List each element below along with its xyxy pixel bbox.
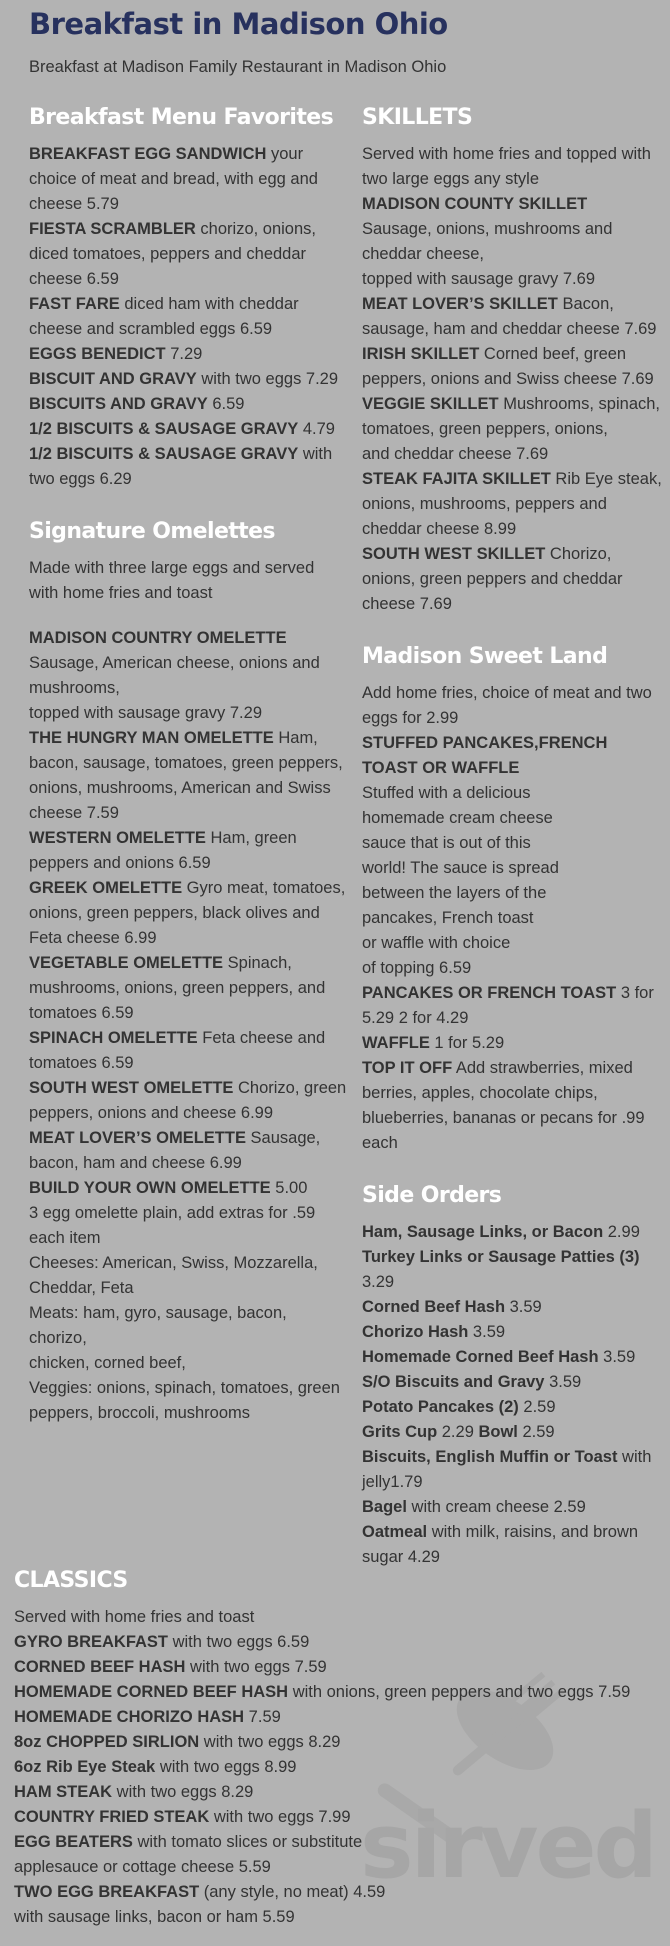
- menu-item: PANCAKES OR FRENCH TOAST 3 for 5.29 2 for 4.29: [362, 984, 654, 1027]
- menu-item: THE HUNGRY MAN OMELETTE Ham, bacon, sausage, tomatoes, green peppers, onions, mushrooms, American and Swiss cheese 7.59: [29, 729, 343, 822]
- menu-item: CORNED BEEF HASH with two eggs 7.59: [14, 1658, 327, 1676]
- menu-item: GREEK OMELETTE Gyro meat, tomatoes, onions, green peppers, black olives and Feta cheese 6.99: [29, 879, 346, 947]
- watermark-text: sirved: [360, 1794, 655, 1899]
- menu-item: WESTERN OMELETTE Ham, green peppers and onions 6.59: [29, 829, 297, 872]
- sweet-section: [362, 642, 664, 1156]
- stuffed-line: world! The sauce is spread: [362, 859, 559, 877]
- favorites-section: [29, 103, 347, 492]
- menu-item: BISCUITS AND GRAVY 6.59: [29, 395, 245, 413]
- menu-item: Bagel with cream cheese 2.59: [362, 1498, 586, 1516]
- omelettes-heading: Signature Omelettes: [29, 519, 275, 544]
- menu-item: 1/2 BISCUITS & SAUSAGE GRAVY 4.79: [29, 420, 335, 438]
- menu-item: HAM STEAK with two eggs 8.29: [14, 1783, 254, 1801]
- menu-item: STUFFED PANCAKES,FRENCH TOAST OR WAFFLE: [362, 734, 608, 777]
- menu-item: Corned Beef Hash 3.59: [362, 1298, 542, 1316]
- stuffed-line: or waffle with choice: [362, 934, 511, 952]
- menu-item: FAST FARE diced ham with cheddar cheese and scrambled eggs 6.59: [29, 295, 299, 338]
- menu-item: SPINACH OMELETTE Feta cheese and tomatoes 6.59: [29, 1029, 326, 1072]
- menu-item: Ham, Sausage Links, or Bacon 2.99: [362, 1223, 640, 1241]
- sides-heading: Side Orders: [362, 1183, 502, 1208]
- classics-heading: CLASSICS: [14, 1568, 128, 1593]
- menu-item: Oatmeal with milk, raisins, and brown sugar 4.29: [362, 1523, 639, 1566]
- menu-item: MADISON COUNTY SKILLET Sausage, onions, mushrooms and cheddar cheese, topped with sausage gravy 7.69: [362, 195, 613, 288]
- build-line: 3 egg omelette plain, add extras for .59 each item: [29, 1204, 316, 1247]
- section-intro: Served with home fries and toast: [14, 1608, 255, 1626]
- menu-item: Homemade Corned Beef Hash 3.59: [362, 1348, 636, 1366]
- menu-item: TWO EGG BREAKFAST (any style, no meat) 4.59 with sausage links, bacon or ham 5.59: [14, 1883, 386, 1926]
- build-line: Cheeses: American, Swiss, Mozzarella, Cheddar, Feta: [29, 1254, 318, 1297]
- build-line: Veggies: onions, spinach, tomatoes, green peppers, broccoli, mushrooms: [29, 1379, 340, 1422]
- menu-item: EGG BEATERS with tomato slices or substitute applesauce or cottage cheese 5.59: [14, 1833, 363, 1876]
- menu-item: GYRO BREAKFAST with two eggs 6.59: [14, 1633, 310, 1651]
- skillets-section: [362, 103, 664, 617]
- build-line: Meats: ham, gyro, sausage, bacon, chorizo,: [29, 1304, 287, 1347]
- menu-item: BREAKFAST EGG SANDWICH your choice of meat and bread, with egg and cheese 5.79: [29, 145, 318, 213]
- section-intro: Served with home fries and topped with two large eggs any style: [362, 145, 651, 188]
- menu-item: MEAT LOVER’S OMELETTE Sausage, bacon, ham and cheese 6.99: [29, 1129, 321, 1172]
- menu-item: VEGGIE SKILLET Mushrooms, spinach, tomatoes, green peppers, onions, and cheddar cheese 7.69: [362, 395, 661, 463]
- build-line: chicken, corned beef,: [29, 1354, 186, 1372]
- stuffed-line: sauce that is out of this: [362, 834, 531, 852]
- menu-item: Biscuits, English Muffin or Toast with jelly1.79: [362, 1448, 652, 1491]
- menu-item: HOMEMADE CORNED BEEF HASH with onions, green peppers and two eggs 7.59: [14, 1683, 631, 1701]
- favorites-heading: Breakfast Menu Favorites: [29, 105, 334, 130]
- menu-item: STEAK FAJITA SKILLET Rib Eye steak, onions, mushrooms, peppers and cheddar cheese 8.99: [362, 470, 662, 538]
- menu-item: Grits Cup 2.29 Bowl 2.59: [362, 1423, 555, 1441]
- menu-item: Chorizo Hash 3.59: [362, 1323, 506, 1341]
- menu-item: 1/2 BISCUITS & SAUSAGE GRAVY with two eggs 6.29: [29, 445, 333, 488]
- section-intro: Made with three large eggs and served with home fries and toast: [29, 559, 315, 602]
- menu-item: Turkey Links or Sausage Patties (3) 3.29: [362, 1248, 640, 1291]
- menu-item: BUILD YOUR OWN OMELETTE 5.00: [29, 1179, 308, 1197]
- omelettes-section: [29, 517, 347, 1426]
- menu-item: COUNTRY FRIED STEAK with two eggs 7.99: [14, 1808, 351, 1826]
- sides-section: [362, 1181, 664, 1570]
- menu-item: S/O Biscuits and Gravy 3.59: [362, 1373, 582, 1391]
- menu-item: MADISON COUNTRY OMELETTE Sausage, American cheese, onions and mushrooms, topped with sausage gravy 7.29: [29, 629, 320, 722]
- left-column: [29, 103, 347, 1426]
- menu-item: 8oz CHOPPED SIRLION with two eggs 8.29: [14, 1733, 341, 1751]
- classics-section: [14, 1566, 664, 1930]
- section-intro: Add home fries, choice of meat and two eggs for 2.99: [362, 684, 652, 727]
- stuffed-line: homemade cream cheese: [362, 809, 553, 827]
- menu-item: WAFFLE 1 for 5.29: [362, 1034, 505, 1052]
- page-subtitle: Breakfast at Madison Family Restaurant in Madison Ohio: [29, 58, 447, 76]
- stuffed-line: Stuffed with a delicious: [362, 784, 531, 802]
- menu-item: FIESTA SCRAMBLER chorizo, onions, diced tomatoes, peppers and cheddar cheese 6.59: [29, 220, 316, 288]
- skillets-heading: SKILLETS: [362, 105, 473, 130]
- menu-item: MEAT LOVER’S SKILLET Bacon, sausage, ham and cheddar cheese 7.69: [362, 295, 657, 338]
- stuffed-line: pancakes, French toast: [362, 909, 534, 927]
- menu-item: VEGETABLE OMELETTE Spinach, mushrooms, onions, green peppers, and tomatoes 6.59: [29, 954, 326, 1022]
- menu-item: SOUTH WEST OMELETTE Chorizo, green peppers, onions and cheese 6.99: [29, 1079, 347, 1122]
- menu-item: BISCUIT AND GRAVY with two eggs 7.29: [29, 370, 339, 388]
- menu-item: TOP IT OFF Add strawberries, mixed berries, apples, chocolate chips, blueberries, bananas or pecans for .99 each: [362, 1059, 645, 1152]
- menu-item: IRISH SKILLET Corned beef, green peppers, onions and Swiss cheese 7.69: [362, 345, 654, 388]
- menu-item: Potato Pancakes (2) 2.59: [362, 1398, 556, 1416]
- stuffed-line: between the layers of the: [362, 884, 547, 902]
- page-title: Breakfast in Madison Ohio: [29, 7, 448, 41]
- right-column: [362, 103, 664, 1595]
- menu-item: EGGS BENEDICT 7.29: [29, 345, 203, 363]
- menu-item: 6oz Rib Eye Steak with two eggs 8.99: [14, 1758, 297, 1776]
- menu-item: HOMEMADE CHORIZO HASH 7.59: [14, 1708, 281, 1726]
- sweet-heading: Madison Sweet Land: [362, 644, 608, 669]
- menu-item: SOUTH WEST SKILLET Chorizo, onions, green peppers and cheddar cheese 7.69: [362, 545, 623, 613]
- stuffed-line: of topping 6.59: [362, 959, 472, 977]
